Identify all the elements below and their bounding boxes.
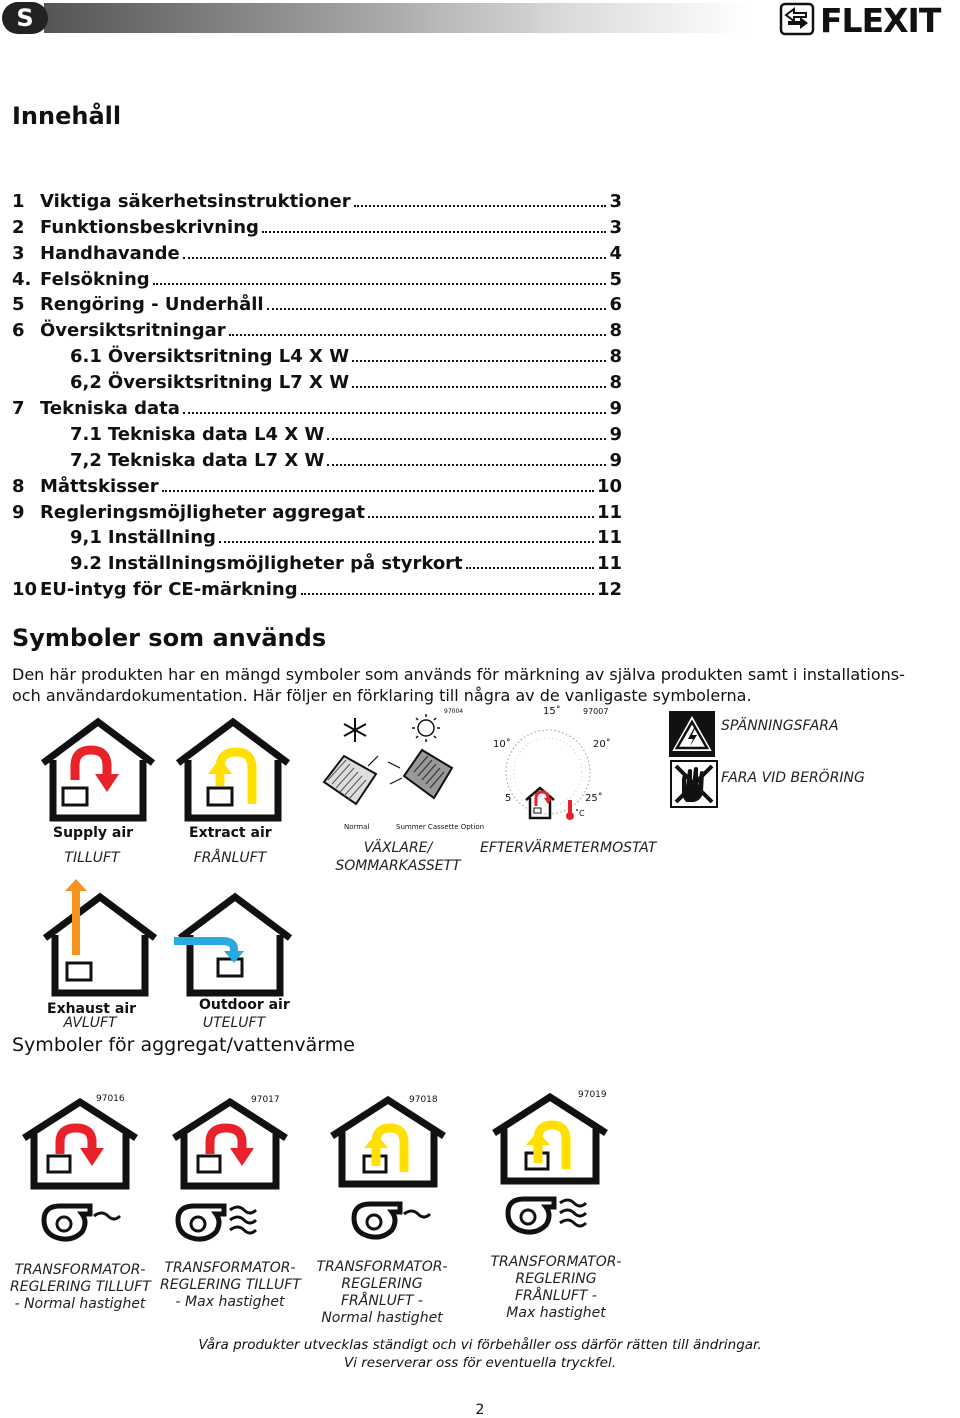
toc-item-label: Felsökning <box>40 268 150 290</box>
toc-item-page: 11 <box>596 501 622 523</box>
toc-item[interactable] <box>12 290 622 316</box>
toc-item-number: 3 <box>12 242 25 264</box>
toc-leader-dots <box>162 489 594 492</box>
toc-item-number: 7,2 <box>70 449 102 471</box>
toc-item-page: 8 <box>609 320 622 342</box>
toc-item[interactable] <box>12 419 622 445</box>
extract-air-caption: FRÅNLUFT <box>193 850 267 866</box>
toc-item-page: 12 <box>596 579 622 601</box>
toc-item-number: 2 <box>12 216 25 238</box>
toc-item-number: 7 <box>12 398 25 420</box>
exchanger-code: 97004 <box>444 708 464 715</box>
toc-item-label: Funktionsbeskrivning <box>40 216 259 238</box>
exchanger-icon <box>318 712 478 822</box>
thermostat-20: 20˚ <box>593 739 611 750</box>
toc-item[interactable] <box>12 367 622 393</box>
toc-item-page: 11 <box>596 527 622 549</box>
arrows-logo-icon <box>780 3 816 37</box>
toc-item[interactable] <box>12 315 622 341</box>
toc-item-page: 6 <box>609 294 622 316</box>
unit-caption-4d: Max hastighet <box>506 1305 606 1321</box>
unit-caption-1b: REGLERING TILLUFT <box>10 1279 151 1295</box>
toc-item-label: Tekniska data L4 X W <box>107 423 325 445</box>
unit-caption-3a: TRANSFORMATOR- <box>316 1259 448 1275</box>
toc-leader-dots <box>327 437 606 440</box>
toc-leader-dots <box>327 463 606 466</box>
unit-code-1: 97016 <box>96 1094 125 1104</box>
thermostat-code: 97007 <box>583 707 609 716</box>
toc-leader-dots <box>153 282 607 285</box>
toc-item-label: Inställning <box>107 527 216 549</box>
unit-symbols-title: Symboler för aggregat/vattenvärme <box>12 1034 355 1056</box>
toc-item-label: Regleringsmöjligheter aggregat <box>40 501 365 523</box>
unit-caption-3b: REGLERING <box>341 1276 423 1292</box>
fan-extract-normal-icon <box>328 1096 458 1266</box>
unit-code-4: 97019 <box>578 1090 607 1100</box>
supply-air-label: Supply air <box>53 825 134 841</box>
toc-item-page: 3 <box>609 190 622 212</box>
outdoor-air-caption: UTELUFT <box>202 1015 266 1031</box>
thermostat-dial-icon <box>496 716 606 826</box>
exchanger-normal-label: Normal <box>344 823 370 831</box>
toc-item[interactable] <box>12 471 622 497</box>
toc-item-label: Översiktsritning L7 X W <box>107 372 350 394</box>
thermostat-caption: EFTERVÄRMETERMOSTAT <box>480 840 657 856</box>
unit-code-2: 97017 <box>251 1095 280 1105</box>
brand-name: FLEXIT <box>820 1 941 40</box>
voltage-caption: SPÄNNINGSFARA <box>721 718 839 734</box>
sun-icon <box>412 714 440 742</box>
toc-item-number: 9.2 <box>70 553 102 575</box>
exhaust-air-icon <box>35 893 165 1003</box>
footer-line-2: Vi reserverar oss för eventuella tryckfel. <box>343 1355 616 1371</box>
toc-item[interactable] <box>12 186 622 212</box>
toc-item[interactable] <box>12 212 622 238</box>
thermostat-25: 25˚ <box>585 793 603 804</box>
toc-item-label: Inställningsmöjligheter på styrkort <box>107 553 463 575</box>
toc-item-number: 8 <box>12 475 25 497</box>
toc-item-page: 5 <box>609 268 622 290</box>
language-badge: S <box>2 2 48 34</box>
unit-caption-2c: - Max hastighet <box>175 1294 285 1310</box>
toc-item[interactable] <box>12 264 622 290</box>
page-number: 2 <box>475 1402 485 1418</box>
toc-item[interactable] <box>12 393 622 419</box>
toc-item-number: 7.1 <box>70 423 102 445</box>
toc-leader-dots <box>267 307 607 310</box>
outdoor-air-label: Outdoor air <box>199 997 290 1013</box>
exhaust-air-caption: AVLUFT <box>63 1015 117 1031</box>
toc-leader-dots <box>352 385 606 388</box>
unit-caption-2a: TRANSFORMATOR- <box>164 1260 296 1276</box>
toc-item-number: 6.1 <box>70 346 102 368</box>
brand-logo <box>780 0 960 38</box>
exchanger-caption-1: VÄXLARE/ <box>363 840 433 856</box>
table-of-contents <box>12 186 622 600</box>
toc-leader-dots <box>183 411 607 414</box>
header-bar <box>0 0 960 38</box>
thermostat-15: 15˚ <box>543 706 561 717</box>
toc-item-label: Översiktsritningar <box>40 320 226 342</box>
toc-item-number: 6,2 <box>70 372 102 394</box>
fan-supply-max-icon <box>170 1098 300 1268</box>
toc-item-page: 4 <box>609 242 622 264</box>
voltage-warning-icon <box>668 710 716 758</box>
unit-caption-1c: - Normal hastighet <box>14 1296 146 1312</box>
toc-item-page: 10 <box>596 475 622 497</box>
toc-leader-dots <box>368 515 594 518</box>
symbols-intro: Den här produkten har en mängd symboler som används för märkning av själva produkten samt i installations- och användardokumentation. Här följer en förklaring till några av de vanligaste symbolerna. <box>12 665 905 705</box>
snowflake-icon <box>344 718 366 742</box>
supply-air-caption: TILLUFT <box>64 850 120 866</box>
hot-surface-warning-icon <box>670 760 718 808</box>
unit-caption-1a: TRANSFORMATOR- <box>14 1262 146 1278</box>
toc-item-number: 9,1 <box>70 527 102 549</box>
toc-item-page: 11 <box>596 553 622 575</box>
toc-item-number: 4. <box>12 268 32 290</box>
toc-item-page: 9 <box>609 398 622 420</box>
toc-item[interactable] <box>12 574 622 600</box>
footer-note <box>0 1336 960 1372</box>
toc-item-page: 9 <box>609 423 622 445</box>
toc-item[interactable] <box>12 445 622 471</box>
exchanger-summer-label: Summer Cassette Option <box>396 823 485 831</box>
toc-leader-dots <box>354 204 607 207</box>
toc-leader-dots <box>219 540 594 543</box>
exhaust-air-label: Exhaust air <box>47 1001 137 1017</box>
header-gradient <box>44 3 750 33</box>
symbols-title: Symboler som används <box>12 624 327 652</box>
unit-caption-2b: REGLERING TILLUFT <box>160 1277 301 1293</box>
unit-caption-4c: FRÅNLUFT - <box>515 1288 597 1304</box>
toc-leader-dots <box>183 256 607 259</box>
toc-item[interactable] <box>12 497 622 523</box>
toc-title: Innehåll <box>12 102 122 130</box>
footer-line-1: Våra produkter utvecklas ständigt och vi förbehåller oss därför rätten till ändringar. <box>198 1337 762 1353</box>
toc-item-label: Tekniska data L7 X W <box>107 449 325 471</box>
unit-caption-3d: Normal hastighet <box>321 1310 443 1326</box>
toc-item[interactable] <box>12 238 622 264</box>
toc-leader-dots <box>262 230 607 233</box>
unit-code-3: 97018 <box>409 1095 438 1105</box>
toc-item-label: Översiktsritning L4 X W <box>107 346 350 368</box>
toc-item-label: Handhavande <box>40 242 180 264</box>
toc-item-page: 9 <box>609 449 622 471</box>
toc-item-number: 5 <box>12 294 25 316</box>
unit-caption-4a: TRANSFORMATOR- <box>490 1254 622 1270</box>
toc-item-number: 9 <box>12 501 25 523</box>
thermostat-unit: ˚C <box>575 809 585 818</box>
toc-item-number: 6 <box>12 320 25 342</box>
unit-caption-3c: FRÅNLUFT - <box>341 1293 423 1309</box>
toc-item-number: 10 <box>12 579 38 601</box>
toc-item-number: 1 <box>12 190 25 212</box>
toc-leader-dots <box>466 566 594 569</box>
toc-item-page: 3 <box>609 216 622 238</box>
toc-leader-dots <box>301 592 594 595</box>
toc-item-label: Tekniska data <box>40 398 180 420</box>
extract-air-icon <box>168 718 298 828</box>
toc-item[interactable] <box>12 548 622 574</box>
toc-item-label: Rengöring - Underhåll <box>40 294 264 316</box>
thermostat-5: 5˚ <box>505 793 517 804</box>
outdoor-air-icon <box>170 893 300 1003</box>
exchanger-caption-2: SOMMARKASSETT <box>335 858 461 874</box>
thermostat-10: 10˚ <box>493 739 511 750</box>
toc-item[interactable] <box>12 341 622 367</box>
toc-item[interactable] <box>12 523 622 549</box>
touch-caption: FARA VID BERÖRING <box>721 770 865 786</box>
extract-air-label: Extract air <box>189 825 272 841</box>
toc-item-label: Viktiga säkerhetsinstruktioner <box>40 190 351 212</box>
supply-air-icon <box>33 718 163 828</box>
toc-leader-dots <box>352 359 606 362</box>
toc-item-page: 8 <box>609 372 622 394</box>
toc-item-label: EU-intyg för CE-märkning <box>40 579 298 601</box>
toc-item-label: Måttskisser <box>40 475 159 497</box>
toc-leader-dots <box>229 333 607 336</box>
fan-extract-max-icon <box>490 1093 620 1263</box>
toc-item-page: 8 <box>609 346 622 368</box>
unit-caption-4b: REGLERING <box>515 1271 597 1287</box>
fan-supply-normal-icon <box>20 1098 150 1268</box>
